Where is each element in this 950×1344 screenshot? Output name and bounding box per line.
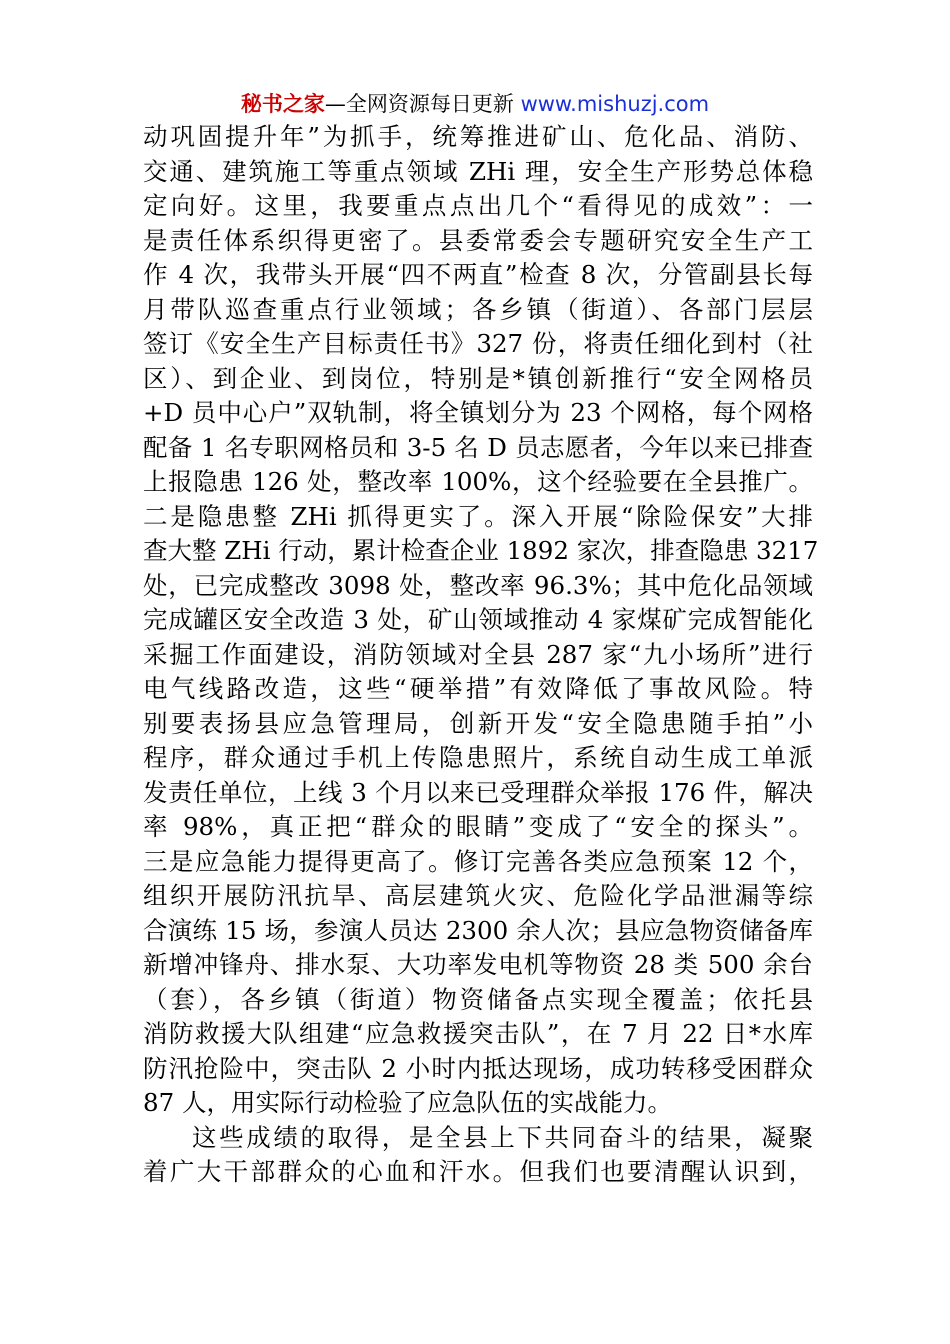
text-line: 签订《安全生产目标责任书》327 份，将责任细化到村（社	[143, 329, 813, 358]
text-line: 率 98%，真正把“群众的眼睛”变成了“安全的探头”。	[143, 812, 813, 841]
text-line: 配备 1 名专职网格员和 3-5 名 D 员志愿者，今年以来已排查	[143, 432, 813, 462]
text-line: 二是隐患整 ZHi 抓得更实了。深入开展“除险保安”大排	[143, 501, 813, 531]
site-url-link[interactable]: www.mishuzj.com	[520, 92, 710, 116]
text-line: 合演练 15 场，参演人员达 2300 余人次；县应急物资储备库	[143, 915, 813, 945]
text-line: 查大整 ZHi 行动，累计检查企业 1892 家次，排查隐患 3217	[143, 536, 819, 565]
text-line: 这些成绩的取得，是全县上下共同奋斗的结果，凝聚	[192, 1122, 813, 1152]
site-brand: 秘书之家	[240, 92, 325, 116]
text-line: 采掘工作面建设，消防领域对全县 287 家“九小场所”进行	[143, 639, 813, 669]
text-line: 完成罐区安全改造 3 处，矿山领域推动 4 家煤矿完成智能化	[143, 605, 813, 634]
text-line: 发责任单位，上线 3 个月以来已受理群众举报 176 件，解决	[143, 777, 813, 807]
document-body	[143, 120, 819, 1190]
text-line: 87 人，用实际行动检验了应急队伍的实战能力。	[143, 1088, 672, 1117]
text-line: 交通、建筑施工等重点领域 ZHi 理，安全生产形势总体稳	[143, 156, 813, 186]
text-line: +D 员中心户”双轨制，将全镇划分为 23 个网格，每个网格	[143, 398, 813, 427]
text-line: 作 4 次，我带头开展“四不两直”检查 8 次，分管副县长每	[143, 260, 813, 289]
text-line: 防汛抢险中，突击队 2 小时内抵达现场，成功转移受困群众	[143, 1053, 813, 1083]
header-dash: —	[324, 92, 346, 116]
text-line: 上报隐患 126 处，整改率 100%，这个经验要在全县推广。	[143, 467, 813, 496]
page-header	[0, 88, 950, 120]
text-line: 程序，群众通过手机上传隐患照片，系统自动生成工单派	[143, 743, 813, 772]
text-line: （套），各乡镇（街道）物资储备点实现全覆盖；依托县	[143, 984, 813, 1014]
text-line: 动巩固提升年”为抓手，统筹推进矿山、危化品、消防、	[143, 122, 813, 151]
text-line: 月带队巡查重点行业领域；各乡镇（街道）、各部门层层	[143, 294, 813, 324]
text-line: 定向好。这里，我要重点点出几个“看得见的成效”：一	[143, 191, 813, 220]
text-line: 组织开展防汛抗旱、高层建筑火灾、危险化学品泄漏等综	[143, 881, 813, 910]
text-line: 区）、到企业、到岗位，特别是*镇创新推行“安全网格员	[143, 363, 813, 393]
text-line: 是责任体系织得更密了。县委常委会专题研究安全生产工	[143, 225, 813, 255]
text-line: 新增冲锋舟、排水泵、大功率发电机等物资 28 类 500 余台	[143, 950, 813, 979]
text-line: 着广大干部群众的心血和汗水。但我们也要清醒认识到，	[143, 1157, 813, 1186]
header-tagline: 全网资源每日更新	[345, 92, 521, 116]
text-line: 处，已完成整改 3098 处，整改率 96.3%；其中危化品领域	[143, 570, 813, 600]
text-line: 消防救援大队组建“应急救援突击队”，在 7 月 22 日*水库	[143, 1019, 813, 1048]
text-line: 电气线路改造，这些“硬举措”有效降低了事故风险。特	[143, 674, 813, 703]
text-line: 别要表扬县应急管理局，创新开发“安全隐患随手拍”小	[143, 708, 813, 738]
text-line: 三是应急能力提得更高了。修订完善各类应急预案 12 个，	[143, 846, 813, 876]
